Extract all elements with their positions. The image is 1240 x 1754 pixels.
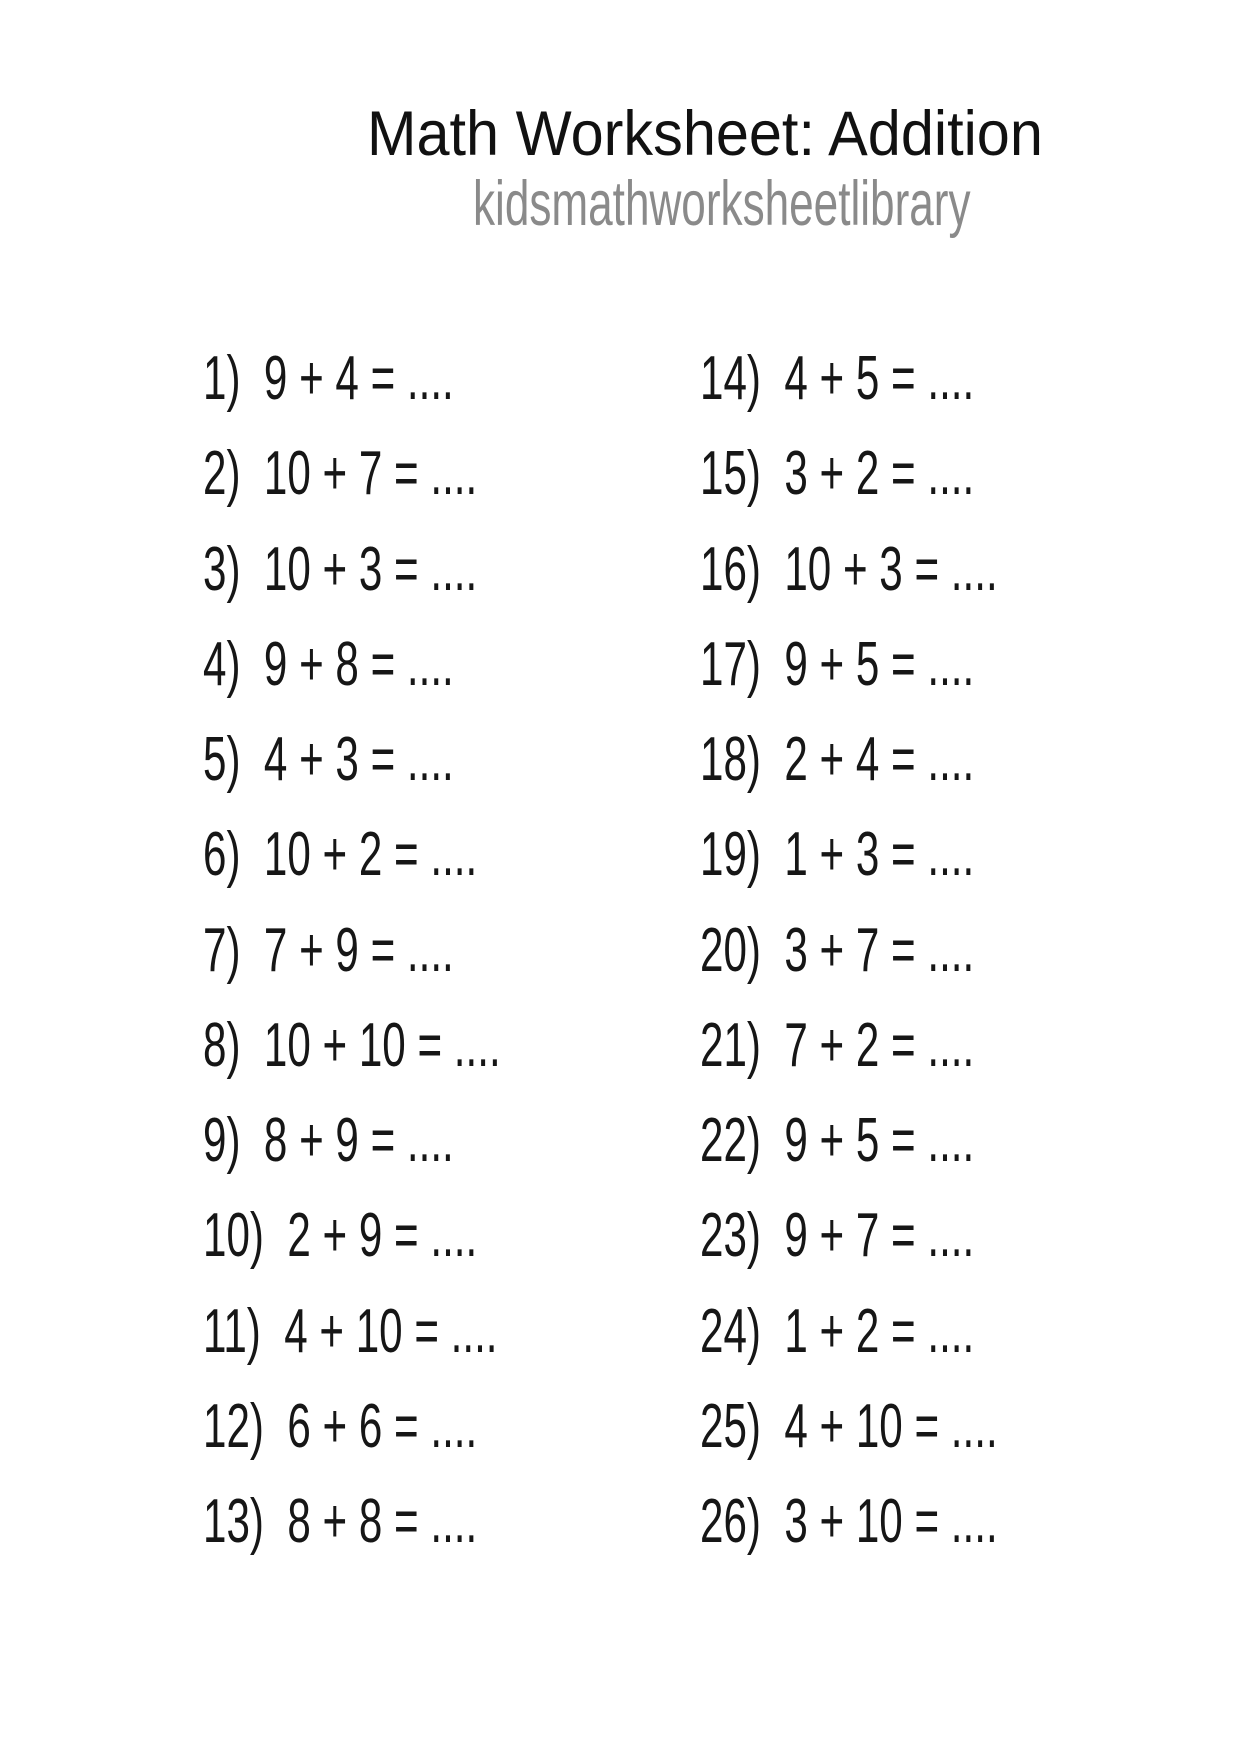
problem-row-11: 11) 4 + 10 = ....: [203, 1297, 498, 1366]
problem-row-20: 20) 3 + 7 = ....: [700, 916, 975, 985]
problem-row-15: 15) 3 + 2 = ....: [700, 439, 975, 508]
problem-row-26: 26) 3 + 10 = ....: [700, 1487, 998, 1556]
problem-row-16: 16) 10 + 3 = ....: [700, 535, 998, 604]
problem-row-9: 9) 8 + 9 = ....: [203, 1106, 454, 1175]
problem-row-24: 24) 1 + 2 = ....: [700, 1297, 975, 1366]
problem-row-21: 21) 7 + 2 = ....: [700, 1011, 975, 1080]
problem-row-14: 14) 4 + 5 = ....: [700, 344, 975, 413]
problem-row-23: 23) 9 + 7 = ....: [700, 1201, 975, 1270]
problem-row-6: 6) 10 + 2 = ....: [203, 820, 478, 889]
problem-row-25: 25) 4 + 10 = ....: [700, 1392, 998, 1461]
problem-row-22: 22) 9 + 5 = ....: [700, 1106, 975, 1175]
worksheet-title: Math Worksheet: Addition: [367, 99, 1043, 169]
problem-row-17: 17) 9 + 5 = ....: [700, 630, 975, 699]
problem-row-18: 18) 2 + 4 = ....: [700, 725, 975, 794]
worksheet-subtitle-branding: kidsmathworksheetlibrary: [473, 169, 971, 239]
problem-row-19: 19) 1 + 3 = ....: [700, 820, 975, 889]
problem-row-7: 7) 7 + 9 = ....: [203, 916, 454, 985]
problem-row-10: 10) 2 + 9 = ....: [203, 1201, 478, 1270]
problem-row-2: 2) 10 + 7 = ....: [203, 439, 478, 508]
problem-row-12: 12) 6 + 6 = ....: [203, 1392, 478, 1461]
problem-row-1: 1) 9 + 4 = ....: [203, 344, 454, 413]
problem-row-3: 3) 10 + 3 = ....: [203, 535, 478, 604]
problem-row-4: 4) 9 + 8 = ....: [203, 630, 454, 699]
problem-row-13: 13) 8 + 8 = ....: [203, 1487, 478, 1556]
problem-row-5: 5) 4 + 3 = ....: [203, 725, 454, 794]
problem-row-8: 8) 10 + 10 = ....: [203, 1011, 501, 1080]
